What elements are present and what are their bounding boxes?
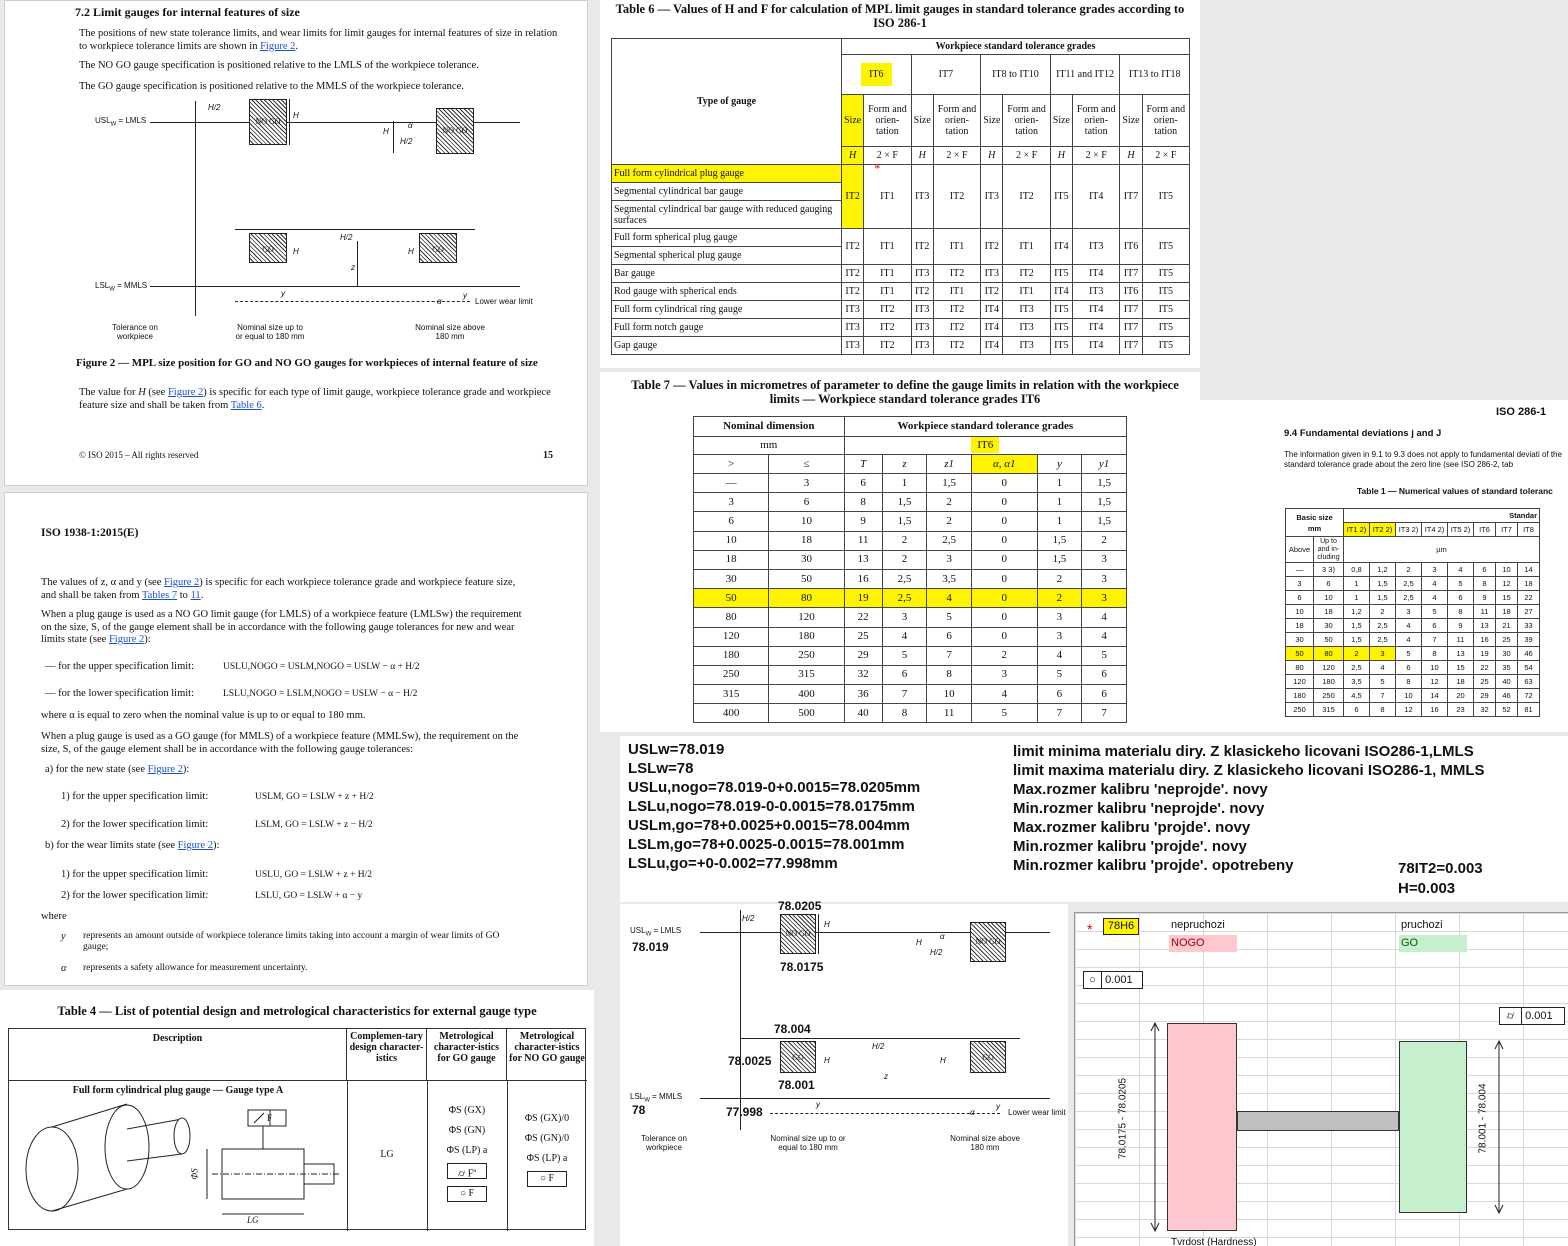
iso286-row: 120 180 3,5 5 8 12 18 25 40 63 — [1286, 675, 1540, 689]
right-dimension-text: 78.001 - 78.004 — [1477, 1083, 1489, 1154]
go-gauge-block: GO — [249, 233, 287, 263]
fit-cell[interactable]: 78H6 — [1103, 918, 1139, 935]
usl-value: 78.019 — [632, 940, 669, 954]
plug-gauge-drawing — [17, 1099, 342, 1229]
iso-page-15: 7.2 Limit gauges for internal features of size The positions of new state tolerance limits, and wear limits for limit gauges for internal features of size in relation to workpiece tolerance limits are shown in Figure 2. The NO GO gauge specification is positioned relative to the LMLS of the workpiece tolerance. The GO gauge specification is positioned relative to the MMLS of the workpiece tolerance. $USL_W$ = LMLS NO GO H/2 H NO GO H α H/2 GO H H/2 z GO H $LSL_W$ = MMLS y α y Lower wear limit Tolerance on workpiece Nominal size up to or equal to 180 mm Nominal size above 180 mm Figure 2 — MPL size position for GO and NO GO gauges for workpieces of internal feature of size The value for H (see Figure 2) is specific for each type of limit gauge, workpiece tolerance grade and workpiece feature size and shall be taken from Table 6. © ISO 2015 – All rights reserved 15 — [4, 0, 588, 486]
table-6-section — [600, 0, 1200, 368]
table-4: Description Complemen-tary design character-istics Metrological character-istics for GO gauge Metrological character-istics for NO GO gauge Full form cylindrical plug gauge — Gauge type A ΦS LG F LG ΦS (GX) ΦS (GN) ΦS (LP) a ⌭ $F^a$ ○ F ΦS (GX)/0 ΦS (GN)/0 ΦS (LP) a ○ F — [8, 1028, 586, 1230]
formula-go-wear-lower: LSLU, GO = LSLW + α − y — [255, 891, 363, 901]
annotated-figure-2: $USL_W$ = LMLS 78.019 78.0205 NO GO H/2 H 78.0175 NO GO H α H/2 78.004 GO 78.0025 H H/2 z GO H 78.001 $LSL_W$ = MMLS 78 77.998 y α y Lower wear limit Tolerance on workpiece Nominal size up to or equal to 180 mm Nominal size above 180 mm — [620, 904, 1068, 1246]
go-lower-value: 78.001 — [778, 1078, 815, 1092]
table-7: Nominal dimension Workpiece standard tolerance grades mm IT6 > ≤ T z z1 α, α1 y y1 — 3 6 1 1,5 0 1 1,5 3 6 8 1,5 2 0 1 1,5 6 10 9 1,5 2 0 1 1,5 10 18 11 2 2,5 0 1,5 2 18 30 13 2 3 0 1,5 3 30 50 16 2,5 3,5 0 2 3 50 80 19 2,5 4 0 2 3 80 120 22 3 5 0 3 4 120 180 25 4 6 0 3 4 180 250 29 5 7 2 4 5 250 315 32 6 8 3 5 6 315 400 36 7 10 4 6 6 400 500 40 8 11 5 7 7 — [693, 416, 1127, 723]
nogo-cell[interactable]: NOGO — [1169, 935, 1237, 952]
table-4-section — [0, 990, 594, 1246]
table-6: Type of gauge Workpiece standard tolerance grades IT6 IT7 IT8 to IT10 IT11 and IT12 IT13 to IT18 Size Form and orien-tation Size Form and orien-tation Size Form and orien-tation Size Form and orien-tation Size Form and orien-tation H 2 × F H 2 × F H 2 × F H 2 × F H 2 × F Full form cylindrical plug gauge IT2 * IT1 IT3 IT2 IT3 IT2 IT5 IT4 IT7 IT5 Segmental cylindrical bar gauge Segmental cylindrical bar gauge with reduced gauging surfaces Full form spherical plug gauge IT2 IT1 IT2 IT1 IT2 IT1 IT4 IT3 IT6 IT5 Segmental spherical plug gauge Bar gauge IT2 IT1 IT3 IT2 IT3 IT2 IT5 IT4 IT7 IT5 Rod gauge with spherical ends IT2 IT1 IT2 IT1 IT2 IT1 IT4 IT3 IT6 IT5 Full form cylindrical ring gauge IT3 IT2 IT3 IT2 IT4 IT3 IT5 IT4 IT7 IT5 Full form notch gauge IT3 IT2 IT3 IT2 IT4 IT3 IT5 IT4 IT7 IT5 Gap gauge IT3 IT2 IT3 IT2 IT4 IT3 IT5 IT4 IT7 IT5 — [611, 38, 1190, 355]
t7-row: 400 500 40 8 11 5 7 7 — [694, 704, 1127, 723]
iso286-row: 18 30 1,5 2,5 4 6 9 13 21 33 — [1286, 619, 1540, 633]
iso286-row: — 3 3) 0,8 1,2 2 3 4 6 10 14 — [1286, 563, 1540, 577]
t7-row: 120 180 25 4 6 0 3 4 — [694, 627, 1127, 646]
table-6-caption: Table 6 — Values of H and F for calculation of MPL limit gauges in standard tolerance grades according to ISO 286-1 — [615, 2, 1185, 30]
page-header: ISO 1938-1:2015(E) — [41, 527, 139, 539]
iso-286-1-section: ISO 286-1 9.4 Fundamental deviations j and J The information given in 9.1 to 9.3 does not apply to fundamental deviati of the standard tolerance grade about the zero line (see ISO 286-2, tab Table 1 — Numerical values of standard toleranc Basic size mm Standar IT1 2) IT2 2) IT3 2) IT4 2) IT5 2) IT6 IT7 IT8 Above Up to and in-cluding µm — 3 3) 0,8 1,2 2 3 4 6 10 14 3 6 1 1,5 2,5 4 5 8 12 18 6 10 1 1,5 2,5 4 6 9 15 22 10 18 1,2 2 3 5 8 11 18 27 18 30 1,5 2,5 4 6 9 13 21 33 30 50 1,5 2,5 4 7 11 16 25 39 50 80 2 3 5 8 13 19 30 46 80 120 2,5 4 6 10 15 22 35 54 120 180 3,5 5 8 12 18 25 40 63 180 250 4,5 7 10 14 20 29 46 72 250 315 6 8 12 16 23 32 52 81 — [1200, 400, 1568, 732]
cylindricity-tolerance-frame: ⌭ 0.001 — [1499, 1007, 1565, 1025]
it6-highlight: IT6 — [861, 63, 891, 86]
formula-go-new-lower: LSLM, GO = LSLW + z − H/2 — [255, 820, 373, 830]
nogo-gauge-block: NO GO — [249, 99, 287, 145]
iso286-row: 10 18 1,2 2 3 5 8 11 18 27 — [1286, 605, 1540, 619]
t7-row: 10 18 11 2 2,5 0 1,5 2 — [694, 531, 1127, 550]
table-7-caption: Table 7 — Values in micrometres of parameter to define the gauge limits in relation with the workpiece limits — Workpiece standard tolerance grades IT6 — [631, 378, 1179, 406]
h-value: H=0.003 — [1398, 880, 1456, 897]
nogo-characteristics: ΦS (GX)/0 ΦS (GN)/0 ΦS (LP) a ○ F — [507, 1109, 587, 1189]
calculation-notes — [620, 736, 1568, 902]
formula-go-new-upper: USLM, GO = LSLW + z + H/2 — [255, 792, 374, 802]
left-dimension-text: 78.0175 - 78.0205 — [1117, 1077, 1129, 1160]
paragraph-nogo-plug: When a plug gauge is used as a NO GO limit gauge (for LMLS) of a workpiece feature (LMLSw) the requirement on the size, S, of the gauge element shall be in accordance with the following gauge tolerances for new and wear limits state (see Figure 2): — [41, 609, 522, 645]
cylindricity-icon: ⌭ — [1500, 1008, 1522, 1024]
circle-icon: ○ — [1084, 972, 1102, 988]
calc-left-list: USLw=78.019 LSLw=78 USLu,nogo=78.019-0+0.0015=78.0205mm LSLu,nogo=78.019-0-0.0015=78.0175mm USLm,go=78+0.0025+0.0015=78.004mm LSLm,go=78+0.0025-0.0015=78.001mm LSLu,go=+0-0.002=77.998mm — [628, 741, 921, 872]
roundness-tolerance-frame: ○ 0.001 — [1083, 971, 1143, 989]
t7-row: 3 6 8 1,5 2 0 1 1,5 — [694, 493, 1127, 512]
go-cell[interactable]: GO — [1399, 935, 1467, 952]
t7-row: 18 30 13 2 3 0 1,5 3 — [694, 550, 1127, 569]
section-heading: 7.2 Limit gauges for internal features of size — [75, 5, 300, 19]
iso286-row: 3 6 1 1,5 2,5 4 5 8 12 18 — [1286, 577, 1540, 591]
iso286-row: 6 10 1 1,5 2,5 4 6 9 15 22 — [1286, 591, 1540, 605]
iso-286-table: Basic size mm Standar IT1 2) IT2 2) IT3 2) IT4 2) IT5 2) IT6 IT7 IT8 Above Up to and in-cluding µm — 3 3) 0,8 1,2 2 3 4 6 10 14 3 6 1 1,5 2,5 4 5 8 12 18 6 10 1 1,5 2,5 4 6 9 15 22 10 18 1,2 2 3 5 8 11 18 27 18 30 1,5 2,5 4 6 9 13 21 33 30 50 1,5 2,5 4 7 11 16 25 39 50 80 2 3 5 8 13 19 30 46 80 120 2,5 4 6 10 15 22 35 54 120 180 3,5 5 8 12 18 25 40 63 180 250 4,5 7 10 14 20 29 46 72 250 315 6 8 12 16 23 32 52 81 — [1285, 508, 1540, 717]
table-7-section — [600, 372, 1200, 732]
figure-2-caption: Figure 2 — MPL size position for GO and NO GO gauges for workpieces of internal feature of size — [76, 357, 538, 369]
it2-value: 78IT2=0.003 — [1398, 860, 1483, 877]
gauge-type-row: Full form cylindrical plug gauge — Gauge type A — [72, 1085, 284, 1096]
go-gauge-block-large: GO — [419, 233, 457, 263]
iso286-row: 80 120 2,5 4 6 10 15 22 35 54 — [1286, 661, 1540, 675]
go-mid-value: 78.0025 — [728, 1054, 772, 1068]
t7-row: 250 315 32 6 8 3 5 6 — [694, 665, 1127, 684]
table-4-caption: Table 4 — List of potential design and metrological characteristics for external gauge type — [57, 1004, 537, 1018]
iso-page-16: ISO 1938-1:2015(E) The values of z, α and y (see Figure 2) is specific for each workpiece tolerance grade and workpiece feature size, and shall be taken from Tables 7 to 11. When a plug gauge is used as a NO GO limit gauge (for LMLS) of a workpiece feature (LMLSw) the requirement on the size, S, of the gauge element shall be in accordance with the following gauge tolerances for new and wear limits state (see Figure 2): — for the upper specification limit: USLU,NOGO = USLM,NOGO = USLW − α + H/2 — for the lower specification limit: LSLU,NOGO = LSLM,NOGO = USLW − α − H/2 where α is equal to zero when the nominal value is up to or equal to 180 mm. When a plug gauge is used as a GO gauge (for MMLS) of a workpiece feature (MMLSw), the requirement on the size, S, of the gauge element shall be in accordance with the following gauge tolerances: a) for the new state (see Figure 2): 1) for the upper specification limit: USLM, GO = LSLW + z + H/2 2) for the lower specification limit: LSLM, GO = LSLW + z − H/2 b) for the wear limits state (see Figure 2): 1) for the upper specification limit: USLU, GO = LSLW + z + H/2 2) for the lower specification limit: LSLU, GO = LSLW + α − y where y represents an amount outside of workpiece tolerance limits taking into account a margin of wear limits of GO gauge; α represents a safety allowance for measurement uncertainty. — [4, 492, 588, 986]
formula-nogo-lower: LSLU,NOGO = LSLM,NOGO = USLW − α − H/2 — [223, 689, 418, 699]
iso286-row: 250 315 6 8 12 16 23 32 52 81 — [1286, 703, 1540, 717]
t7-row: — 3 6 1 1,5 0 1 1,5 — [694, 474, 1127, 493]
t7-row: 180 250 29 5 7 2 4 5 — [694, 646, 1127, 665]
formula-go-wear-upper: USLU, GO = LSLW + z + H/2 — [255, 870, 373, 880]
iso286-row: 180 250 4,5 7 10 14 20 29 46 72 — [1286, 689, 1540, 703]
t7-row: 50 80 19 2,5 4 0 2 3 — [694, 589, 1127, 608]
go-wear-value: 77.998 — [726, 1105, 763, 1119]
paragraph-nogo: The NO GO gauge specification is positioned relative to the LMLS of the workpiece tolerance. — [79, 60, 479, 71]
copyright-footer: © ISO 2015 – All rights reserved — [79, 450, 199, 460]
paragraph-z-alpha-y: The values of z, α and y (see Figure 2) is specific for each workpiece tolerance grade and workpiece feature size, and shall be taken from Tables 7 to 11. — [41, 577, 516, 601]
t7-row: 30 50 16 2,5 3,5 0 2 3 — [694, 569, 1127, 588]
t6-row-full-form-plug: Full form cylindrical plug gauge — [612, 165, 842, 183]
formula-nogo-upper: USLU,NOGO = USLM,NOGO = USLW − α + H/2 — [223, 662, 420, 672]
paragraph-go-plug: When a plug gauge is used as a GO gauge (for MMLS) of a workpiece feature (MMLSw), the requirement on the size, S, of the gauge element shall be in accordance with the following gauge tolerances: — [41, 731, 519, 755]
t7-row: 6 10 9 1,5 2 0 1 1,5 — [694, 512, 1127, 531]
go-gauge-shape — [1399, 1041, 1467, 1213]
usl-label: $USL_W$ = LMLS — [95, 116, 147, 128]
go-upper-value: 78.004 — [774, 1022, 811, 1036]
go-characteristics: ΦS (GX) ΦS (GN) ΦS (LP) a ⌭ $F^a$ ○ F — [427, 1101, 507, 1204]
paragraph-positions: The positions of new state tolerance limits, and wear limits for limit gauges for internal features of size in relation to workpiece tolerance limits are shown in Figure 2. — [79, 28, 558, 52]
gauge-handle — [1237, 1111, 1399, 1131]
t7-row: 80 120 22 3 5 0 3 4 — [694, 608, 1127, 627]
t7-row: 315 400 36 7 10 4 6 6 — [694, 685, 1127, 704]
lsl-label: $LSL_W$ = MMLS — [95, 281, 148, 293]
lg-cell: LG — [380, 1149, 394, 1160]
nogo-upper-value: 78.0205 — [778, 899, 822, 913]
nogo-lower-value: 78.0175 — [780, 960, 824, 974]
left-dimension-arrow — [1145, 1021, 1165, 1233]
paragraph-go: The GO gauge specification is positioned relative to the MMLS of the workpiece tolerance. — [79, 81, 464, 92]
lsl-value: 78 — [632, 1103, 646, 1117]
spreadsheet-sketch: * 78H6 nepruchozi NOGO pruchozi GO ○ 0.001 ⌭ 0.001 78.0175 - 78.0205 78.001 - 78.004 Tvrdost (Hardness) — [1074, 912, 1568, 1246]
nogo-gauge-shape — [1167, 1023, 1237, 1231]
right-dimension-arrow — [1489, 1039, 1509, 1215]
iso286-row: 50 80 2 3 5 8 13 19 30 46 — [1286, 647, 1540, 661]
figure-2-link[interactable]: Figure 2 — [260, 40, 296, 52]
page-number: 15 — [543, 450, 553, 461]
nogo-gauge-block-large: NO GO — [436, 108, 474, 154]
iso286-row: 30 50 1,5 2,5 4 7 11 16 25 39 — [1286, 633, 1540, 647]
paragraph-h-value: The value for H (see Figure 2) is specific for each type of limit gauge, workpiece tolerance grade and workpiece feature size and shall be taken from Table 6. — [79, 387, 551, 411]
calc-right-list: limit minima materialu diry. Z klasickeho licovani ISO286-1,LMLS limit maxima materialu diry. Z klasickeho licovani ISO286-1, MMLS Max.rozmer kalibru 'neprojde'. novy Min.rozmer kalibru 'neprojde'. novy Max.rozmer kalibru 'projde'. novy Min.rozmer kalibru 'projde'. novy Min.rozmer kalibru 'projde'. opotrebeny — [1013, 743, 1485, 874]
